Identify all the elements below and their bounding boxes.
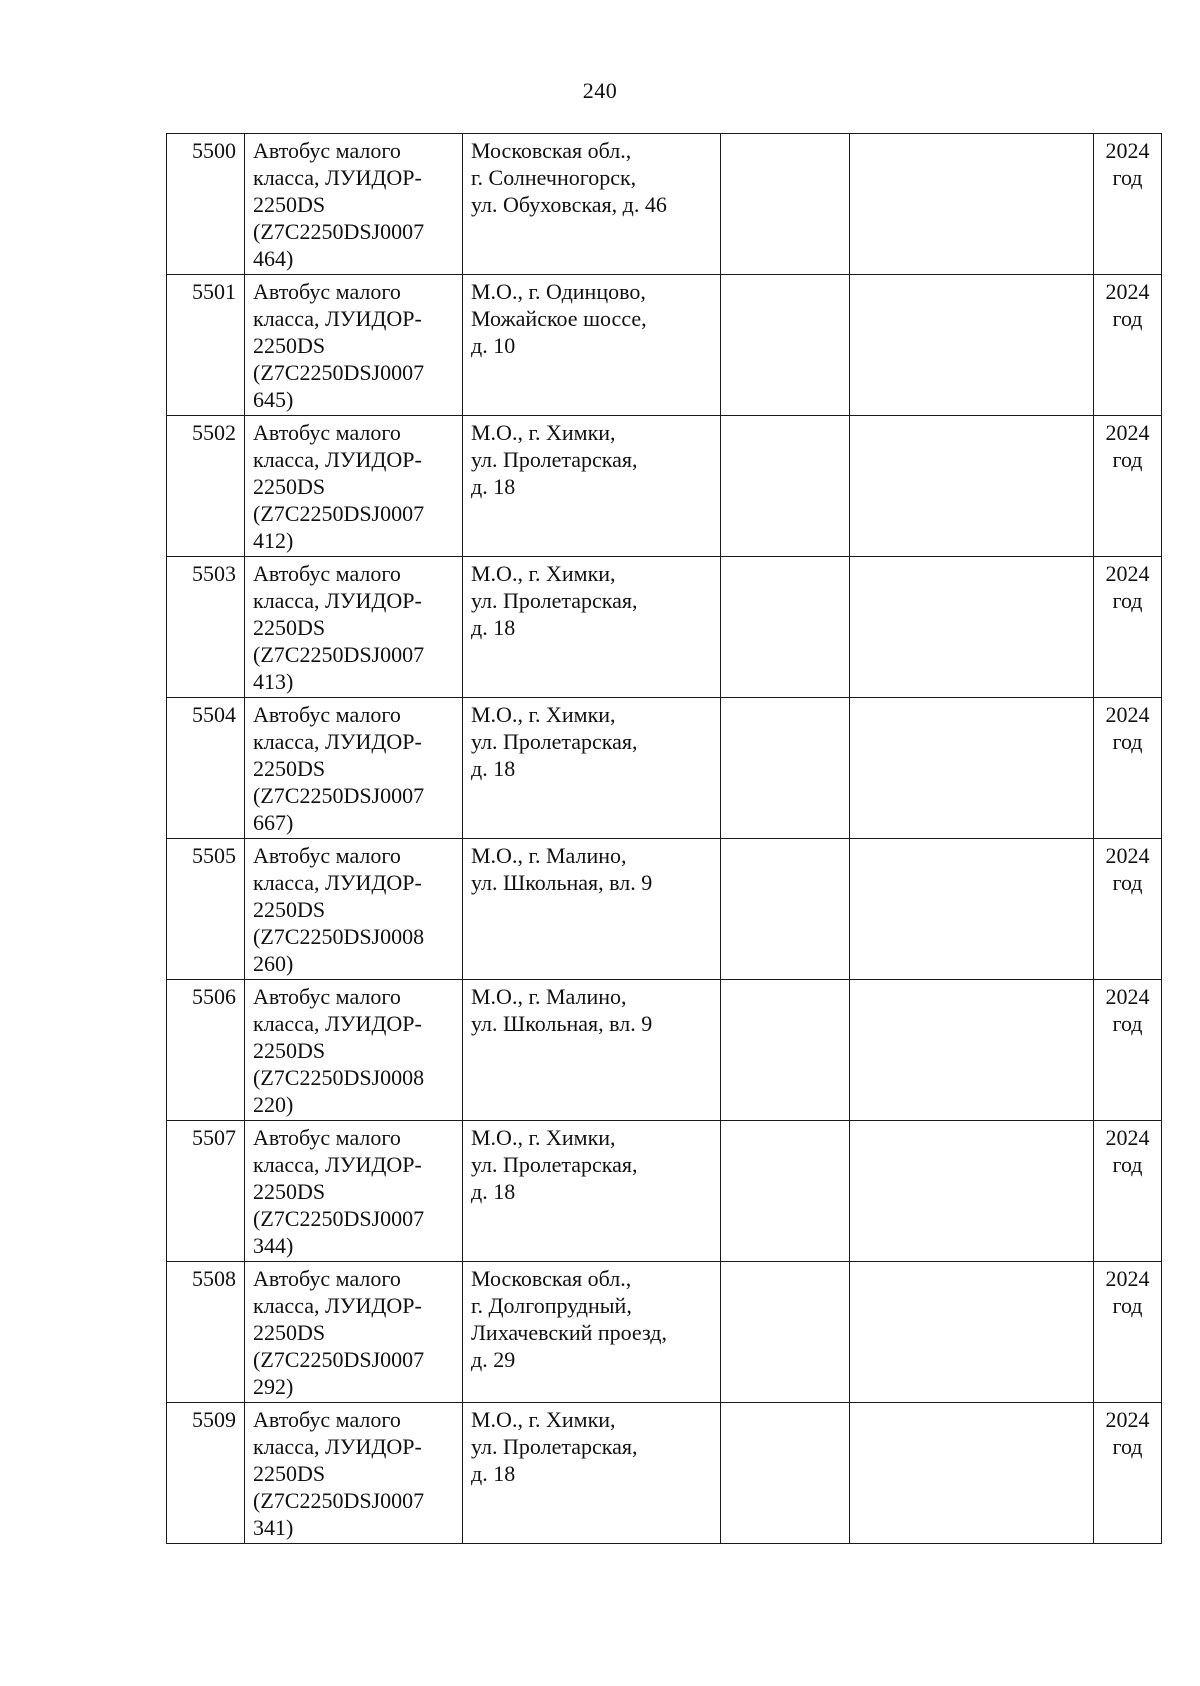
vehicle-name-line: класса, ЛУИДОР- bbox=[253, 306, 422, 331]
row-number: 5501 bbox=[192, 279, 236, 304]
address-line: М.О., г. Химки, bbox=[471, 561, 616, 586]
vehicle-name-cell bbox=[245, 134, 463, 275]
empty-cell bbox=[721, 275, 850, 416]
address-cell bbox=[463, 839, 721, 980]
vehicle-name-line: 2250DS bbox=[253, 474, 326, 499]
row-number: 5505 bbox=[192, 843, 236, 868]
address-cell bbox=[463, 1262, 721, 1403]
vehicle-name-line: 341) bbox=[253, 1515, 294, 1540]
vehicle-name-line: (Z7C2250DSJ0007 bbox=[253, 1488, 425, 1513]
table-body bbox=[167, 134, 1162, 1544]
vehicle-name-line: 2250DS bbox=[253, 615, 326, 640]
vehicle-name-line: (Z7C2250DSJ0007 bbox=[253, 501, 425, 526]
address-line: г. Солнечногорск, bbox=[471, 165, 637, 190]
vehicle-name-line: (Z7C2250DSJ0007 bbox=[253, 642, 425, 667]
year-line: год bbox=[1112, 588, 1143, 613]
empty-cell bbox=[721, 557, 850, 698]
table-row bbox=[167, 1403, 1162, 1544]
vehicle-name-line: класса, ЛУИДОР- bbox=[253, 870, 422, 895]
year-line: 2024 bbox=[1105, 843, 1150, 868]
year-cell bbox=[1094, 1403, 1162, 1544]
empty-cell bbox=[850, 416, 1094, 557]
table-row bbox=[167, 557, 1162, 698]
vehicle-name-cell bbox=[245, 980, 463, 1121]
year-line: 2024 bbox=[1105, 1407, 1150, 1432]
empty-cell bbox=[721, 1262, 850, 1403]
vehicle-name-line: Автобус малого bbox=[253, 138, 401, 163]
year-cell bbox=[1094, 839, 1162, 980]
vehicle-name-line: Автобус малого bbox=[253, 561, 401, 586]
table-row bbox=[167, 980, 1162, 1121]
vehicle-name-line: класса, ЛУИДОР- bbox=[253, 1011, 422, 1036]
address-cell bbox=[463, 275, 721, 416]
vehicle-name-cell bbox=[245, 1121, 463, 1262]
address-line: д. 10 bbox=[471, 333, 516, 358]
vehicle-name-line: (Z7C2250DSJ0007 bbox=[253, 1347, 425, 1372]
year-cell bbox=[1094, 557, 1162, 698]
vehicle-name-cell bbox=[245, 1262, 463, 1403]
vehicle-name-line: класса, ЛУИДОР- bbox=[253, 1293, 422, 1318]
table-row bbox=[167, 698, 1162, 839]
year-cell bbox=[1094, 698, 1162, 839]
year-line: 2024 bbox=[1105, 279, 1150, 304]
vehicle-name-cell bbox=[245, 275, 463, 416]
address-line: ул. Пролетарская, bbox=[471, 588, 638, 613]
address-cell bbox=[463, 1121, 721, 1262]
vehicle-name-line: Автобус малого bbox=[253, 702, 401, 727]
table-row bbox=[167, 1262, 1162, 1403]
vehicle-name-line: Автобус малого bbox=[253, 420, 401, 445]
vehicle-name-line: класса, ЛУИДОР- bbox=[253, 165, 422, 190]
empty-cell bbox=[850, 275, 1094, 416]
row-number: 5508 bbox=[192, 1266, 236, 1291]
row-number-cell bbox=[167, 698, 245, 839]
vehicle-name-line: класса, ЛУИДОР- bbox=[253, 588, 422, 613]
vehicle-name-line: (Z7C2250DSJ0008 bbox=[253, 924, 425, 949]
address-line: д. 18 bbox=[471, 474, 516, 499]
vehicle-name-cell bbox=[245, 839, 463, 980]
address-line: ул. Обуховская, д. 46 bbox=[471, 192, 667, 217]
vehicle-name-line: Автобус малого bbox=[253, 1407, 401, 1432]
address-line: д. 18 bbox=[471, 1179, 516, 1204]
vehicle-name-cell bbox=[245, 557, 463, 698]
vehicle-name-line: класса, ЛУИДОР- bbox=[253, 1434, 422, 1459]
empty-cell bbox=[850, 557, 1094, 698]
vehicle-name-line: Автобус малого bbox=[253, 984, 401, 1009]
empty-cell bbox=[721, 1403, 850, 1544]
vehicle-name-line: Автобус малого bbox=[253, 279, 401, 304]
vehicle-name-line: Автобус малого bbox=[253, 1125, 401, 1150]
row-number: 5504 bbox=[192, 702, 236, 727]
row-number: 5502 bbox=[192, 420, 236, 445]
address-line: ул. Пролетарская, bbox=[471, 447, 638, 472]
row-number-cell bbox=[167, 134, 245, 275]
empty-cell bbox=[721, 134, 850, 275]
year-cell bbox=[1094, 1121, 1162, 1262]
vehicle-name-line: 2250DS bbox=[253, 333, 326, 358]
vehicle-name-line: 2250DS bbox=[253, 1461, 326, 1486]
empty-cell bbox=[721, 698, 850, 839]
table-row bbox=[167, 134, 1162, 275]
year-line: год bbox=[1112, 306, 1143, 331]
address-cell bbox=[463, 416, 721, 557]
year-cell bbox=[1094, 134, 1162, 275]
address-line: М.О., г. Малино, bbox=[471, 984, 627, 1009]
year-line: 2024 bbox=[1105, 984, 1150, 1009]
year-line: год bbox=[1112, 447, 1143, 472]
vehicle-name-line: класса, ЛУИДОР- bbox=[253, 447, 422, 472]
vehicle-name-cell bbox=[245, 1403, 463, 1544]
address-cell bbox=[463, 698, 721, 839]
year-line: 2024 bbox=[1105, 561, 1150, 586]
empty-cell bbox=[850, 1121, 1094, 1262]
year-line: год bbox=[1112, 870, 1143, 895]
empty-cell bbox=[850, 980, 1094, 1121]
vehicle-name-line: (Z7C2250DSJ0008 bbox=[253, 1065, 425, 1090]
row-number: 5509 bbox=[192, 1407, 236, 1432]
address-line: ул. Пролетарская, bbox=[471, 1152, 638, 1177]
vehicle-name-line: 2250DS bbox=[253, 1179, 326, 1204]
address-line: Можайское шоссе, bbox=[471, 306, 647, 331]
vehicle-name-line: 2250DS bbox=[253, 1320, 326, 1345]
row-number-cell bbox=[167, 1121, 245, 1262]
vehicle-name-line: 2250DS bbox=[253, 897, 326, 922]
address-line: Московская обл., bbox=[471, 138, 632, 163]
empty-cell bbox=[721, 1121, 850, 1262]
empty-cell bbox=[721, 839, 850, 980]
vehicle-name-line: класса, ЛУИДОР- bbox=[253, 1152, 422, 1177]
address-cell bbox=[463, 1403, 721, 1544]
address-line: М.О., г. Малино, bbox=[471, 843, 627, 868]
address-line: ул. Пролетарская, bbox=[471, 1434, 638, 1459]
vehicle-name-cell bbox=[245, 416, 463, 557]
address-cell bbox=[463, 557, 721, 698]
table-row bbox=[167, 275, 1162, 416]
empty-cell bbox=[721, 416, 850, 557]
address-line: М.О., г. Одинцово, bbox=[471, 279, 646, 304]
year-cell bbox=[1094, 1262, 1162, 1403]
address-line: ул. Школьная, вл. 9 bbox=[471, 1011, 653, 1036]
row-number-cell bbox=[167, 416, 245, 557]
address-line: ул. Пролетарская, bbox=[471, 729, 638, 754]
vehicle-name-line: 464) bbox=[253, 246, 294, 271]
address-line: Лихачевский проезд, bbox=[471, 1320, 667, 1345]
table-row bbox=[167, 839, 1162, 980]
page-number: 240 bbox=[582, 78, 618, 103]
year-line: год bbox=[1112, 1434, 1143, 1459]
vehicle-name-line: (Z7C2250DSJ0007 bbox=[253, 219, 425, 244]
row-number: 5503 bbox=[192, 561, 236, 586]
address-line: М.О., г. Химки, bbox=[471, 1125, 616, 1150]
row-number-cell bbox=[167, 980, 245, 1121]
empty-cell bbox=[850, 1262, 1094, 1403]
year-line: 2024 bbox=[1105, 1125, 1150, 1150]
row-number: 5506 bbox=[192, 984, 236, 1009]
vehicle-name-cell bbox=[245, 698, 463, 839]
vehicle-name-line: класса, ЛУИДОР- bbox=[253, 729, 422, 754]
empty-cell bbox=[850, 1403, 1094, 1544]
vehicle-name-line: 412) bbox=[253, 528, 294, 553]
address-cell bbox=[463, 980, 721, 1121]
vehicle-name-line: 667) bbox=[253, 810, 294, 835]
year-line: 2024 bbox=[1105, 702, 1150, 727]
address-line: М.О., г. Химки, bbox=[471, 702, 616, 727]
address-line: д. 18 bbox=[471, 756, 516, 781]
vehicle-name-line: 344) bbox=[253, 1233, 294, 1258]
year-line: год bbox=[1112, 729, 1143, 754]
row-number-cell bbox=[167, 839, 245, 980]
row-number: 5500 bbox=[192, 138, 236, 163]
vehicle-name-line: Автобус малого bbox=[253, 1266, 401, 1291]
row-number-cell bbox=[167, 275, 245, 416]
address-line: д. 29 bbox=[471, 1347, 516, 1372]
year-cell bbox=[1094, 416, 1162, 557]
year-line: 2024 bbox=[1105, 138, 1150, 163]
address-cell bbox=[463, 134, 721, 275]
vehicle-name-line: 2250DS bbox=[253, 192, 326, 217]
vehicle-name-line: 645) bbox=[253, 387, 294, 412]
empty-cell bbox=[721, 980, 850, 1121]
year-cell bbox=[1094, 980, 1162, 1121]
address-line: г. Долгопрудный, bbox=[471, 1293, 632, 1318]
vehicle-name-line: 413) bbox=[253, 669, 294, 694]
row-number-cell bbox=[167, 557, 245, 698]
vehicle-name-line: 2250DS bbox=[253, 756, 326, 781]
row-number-cell bbox=[167, 1403, 245, 1544]
address-line: М.О., г. Химки, bbox=[471, 1407, 616, 1432]
vehicle-name-line: 220) bbox=[253, 1092, 294, 1117]
address-line: д. 18 bbox=[471, 615, 516, 640]
vehicle-name-line: 292) bbox=[253, 1374, 294, 1399]
vehicle-name-line: (Z7C2250DSJ0007 bbox=[253, 1206, 425, 1231]
year-line: год bbox=[1112, 165, 1143, 190]
year-cell bbox=[1094, 275, 1162, 416]
empty-cell bbox=[850, 698, 1094, 839]
address-line: ул. Школьная, вл. 9 bbox=[471, 870, 653, 895]
year-line: год bbox=[1112, 1293, 1143, 1318]
vehicle-name-line: Автобус малого bbox=[253, 843, 401, 868]
address-line: д. 18 bbox=[471, 1461, 516, 1486]
year-line: год bbox=[1112, 1011, 1143, 1036]
empty-cell bbox=[850, 839, 1094, 980]
vehicle-registry-table bbox=[166, 133, 1162, 1544]
table-row bbox=[167, 1121, 1162, 1262]
year-line: 2024 bbox=[1105, 420, 1150, 445]
empty-cell bbox=[850, 134, 1094, 275]
table-row bbox=[167, 416, 1162, 557]
year-line: год bbox=[1112, 1152, 1143, 1177]
vehicle-name-line: 260) bbox=[253, 951, 294, 976]
address-line: М.О., г. Химки, bbox=[471, 420, 616, 445]
vehicle-name-line: 2250DS bbox=[253, 1038, 326, 1063]
vehicle-name-line: (Z7C2250DSJ0007 bbox=[253, 360, 425, 385]
vehicle-name-line: (Z7C2250DSJ0007 bbox=[253, 783, 425, 808]
row-number: 5507 bbox=[192, 1125, 236, 1150]
year-line: 2024 bbox=[1105, 1266, 1150, 1291]
row-number-cell bbox=[167, 1262, 245, 1403]
address-line: Московская обл., bbox=[471, 1266, 632, 1291]
